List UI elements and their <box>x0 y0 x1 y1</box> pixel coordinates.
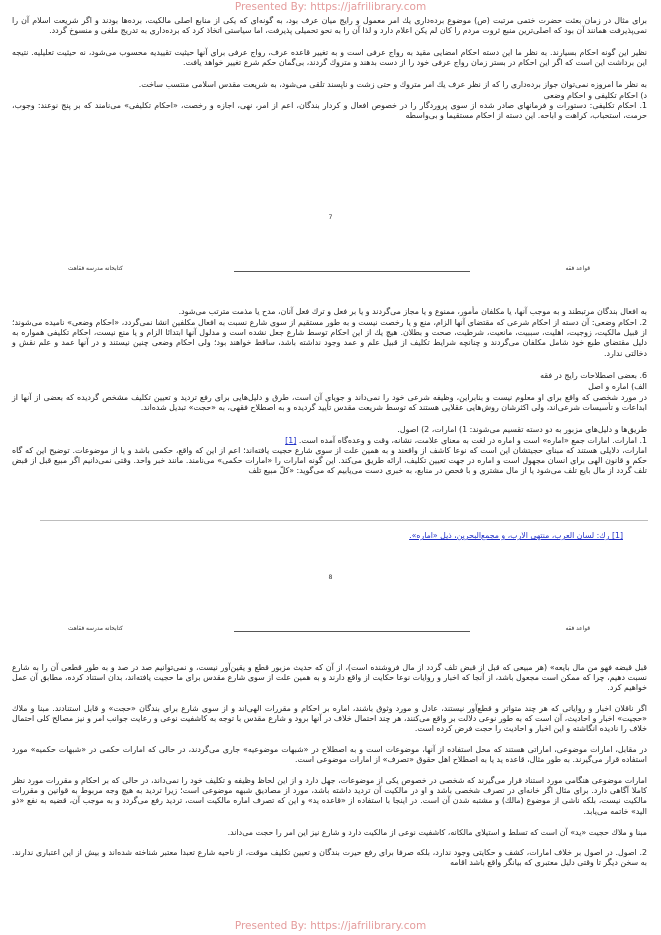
header-library-name: كتابخانه مدرسه فقاهت <box>68 626 123 632</box>
paragraph: امارات موضوعی هنگامی مورد استناد قرار می‌گیرند كه شخصی در خصوص یكی از موضوعات، جهل دارد و از این لحاظ وظیفه و تكلیف خود را نمی‌داند، در حالی كه بر احكام و مقررات مورد نظر كاملا آگاهی دارد. برای مثال اگر خانه‌ای در تصرف شخصی باشد و او در مالكیت آن تردید داشته باشد، مورد از مصادیق شبهه موضوعی است؛ زیرا تردید به هیچ وجه مربوط به قوانین و مقررات مالكیت نیست، بلكه ناشی از موضوع (مالك) و مشتبه شدن آن است. در اینجا با استفاده از «قاعده ید» و این كه تصرف اماره مالكیت است، تردید رفع می‌گردد و به موجب آن، قضیه به نفع «ذو الید» خاتمه می‌یابد. <box>12 776 647 816</box>
page-header <box>0 626 661 638</box>
footnote-link[interactable]: [1] رك: لسان العرب، منتهی الارب، و مجمع‌البحرین، ذیل «اماره». <box>409 531 623 540</box>
paragraph: قبل قبضه فهو من مال بایعه» (هر مبیعی كه قبل از قبض تلف گردد از مال فروشنده است)، از آن كه حدیث مزبور قطع و یقین‌آور نیست، و نمی‌توانیم صد در صد و به طور قطعی آن را به شارع نسبت دهیم، چرا كه ممكن است مجعول باشد، از آنجا كه اخبار و روایات نوعا حكایت از واقع دارند و به همین علت از سوی شارع مقدس برای ما حجیت یافته‌اند، بدان استناد كرده، مطابق آن عمل خواهیم كرد. <box>12 663 647 693</box>
paragraph: 1. احكام تكلیفی: دستورات و فرمانهای صادر شده از سوی پروردگار را در خصوص افعال و كردار بندگان، اعم از امر، نهی، اجازه و رخصت، «احكام تكلیفی» می‌نامند كه بر پنج نوعند: وجوب، حرمت، استحباب، كراهت و اباحه. این دسته از احكام مستقیما و بی‌واسطه <box>12 101 647 121</box>
paragraph: طریق‌ها و دلیل‌های مزبور به دو دسته تقسیم می‌شوند: 1) امارات، 2) اصول. <box>397 425 647 434</box>
footnote-separator <box>40 520 648 521</box>
paragraph <box>12 436 647 446</box>
footnote <box>12 531 623 541</box>
header-divider <box>234 271 470 272</box>
paragraph: در مقابل، امارات موضوعی، اماراتی هستند كه محل استفاده از آنها، موضوعات است و به اصطلاح در «شبهات موضوعیه» جاری می‌گردند، در حالی كه امارات حكمی در «شبهات حكمیه» مورد استفاده قرار می‌گیرند. به طور مثال، قاعده ید یا به اصطلاح اهل حقوق «تصرف» از امارات موضوعی است. <box>12 745 647 765</box>
header-book-title: قواعد فقه <box>565 626 590 632</box>
watermark-bottom: Presented By: https://jafrilibrary.com <box>234 920 427 932</box>
header-divider <box>234 631 470 632</box>
paragraph: 2. اصول. در اصول بر خلاف امارات، كشف و حكایتی وجود ندارد، بلكه صرفا برای رفع حیرت بندگان و تعیین تكلیف موقت، از ناحیه شارع تعبدا معتبر شناخته شده‌اند و بیش از این اعتباری ندارند. به سخن دیگر تا وقتی دلیل معتبری كه بیانگر واقع باشد اقامه <box>12 848 647 868</box>
footnote-ref-link[interactable]: [1] <box>285 436 297 445</box>
paragraph: برای مثال در زمان بعثت حضرت ختمی مرتبت (ص) موضوع برده‌داری یك امر معمول و رایج میان عرف بود، به گونه‌ای كه یكی از منابع اصلی مالكیت، برده‌ها بودند و اگر شریعت اسلام آن را نمی‌پذیرفت همانند آن بود كه اصلی‌ترین منبع ثروت مردم را كان لم یكن اعلام دارد و لذا آن را به نحو تحمیلی پذیرفت، اما سیاستی اتخاذ كرد كه برده‌داری به تدریج ملغی و منسوخ گردد. <box>12 16 647 36</box>
watermark-top: Presented By: https://jafrilibrary.com <box>234 1 427 13</box>
paragraph: اگر ناقلان اخبار و روایاتی كه هر چند متواتر و قطع‌آور نیستند، عادل و مورد وثوق باشند، اماره بر احكام و مقررات الهی‌اند و از سوی شارع برای بندگان «حجت» و قابل استنادند. مبنا و ملاك «حجیت» اخبار و احادیث، آن است كه به طور نوعی دلالت بر واقع می‌كنند، هر چند احتمال خلاف در آنها برود و شارع مقدس با توجه به كاشفیت نوعی و رعایت جوانب امر و نیز مصالح كلی احتمال خلاف را نادیده انگاشته و این اخبار و احادیث را حجت فرض كرده است. <box>12 704 647 734</box>
paragraph-text: 1. امارات. امارات جمع «اماره» است و اماره در لغت به معنای علامت، نشانه، وقت و وعده‌گاه آمده است. <box>298 436 647 445</box>
section-heading: د) احكام تكلیفی و احكام وضعی <box>543 91 647 100</box>
page-number: 7 <box>328 214 333 221</box>
paragraph: به نظر ما امروزه نمی‌توان جواز برده‌داری را كه از نظر عرف یك امر متروك و حتی زشت و ناپسند تلقی می‌شود، به شریعت مقدس اسلامی منتسب ساخت. <box>138 80 647 89</box>
section-heading: 6. بعضی اصطلاحات رایج در فقه <box>540 371 647 380</box>
page-number: 8 <box>328 574 333 581</box>
section-heading: الف) اماره و اصل <box>588 382 647 391</box>
paragraph: به افعال بندگان مرتبطند و به موجب آنها، یا مكلفان مأمور، ممنوع و یا مجاز می‌گردند و یا بر فعل و ترك فعل آنان، مدح یا مذمت مترتب می‌شود. <box>178 307 647 316</box>
paragraph: 2. احكام وضعی: آن دسته از احكام شرعی كه مقتضای آنها الزام، منع و یا رخصت نیست و به طور مستقیم از سوی شارع نسبت به افعال مكلفین انشا نمی‌گردد، «احكام وضعی» نامیده می‌شوند؛ از قبیل مالكیت، زوجیت، اهلیت، سببیت، مانعیت، شرطیت، صحت و بطلان. هیچ یك از این احكام توسط شارع جعل نشده است و مدلول آنها ابتدائا الزام و یا منع نیست، احكام تكلیفی همواره به دلیل مقتضای طبع خود شامل مكلفان می‌گردند و چنانچه شرایط تكلیف از قبیل علم و عمد وجود نداشته باشد، ساقط خواهند بود؛ ولی احكام وضعی چنین نیستند و در آنها عمد و علم نقش و دخالتی ندارد. <box>12 318 647 358</box>
header-book-title: قواعد فقه <box>565 266 590 272</box>
paragraph: امارات، دلایلی هستند كه مبنای حجیتشان این است كه نوعا كاشف از واقعند و به همین علت از سوی شارع حجیت یافته‌اند؛ اعم از این كه واقع، حكمی باشد و یا از موضوعات. توضیح این كه گاه حكم و قانون الهی برای انسان مجهول است و اماره در جهت تعیین تكلیف، ارائه طریق می‌كند. این گونه امارات را «امارات حكمی» می‌نامند. مانند خبر واحد. وقتی نمی‌دانیم اگر مبیع قبل از قبض تلف گردد از مال بایع تلف می‌شود یا از مال مشتری و با فحص در منابع، به خبری دست می‌یابیم كه می‌گوید: «كلّ مبیع تلف <box>12 446 647 476</box>
paragraph: نظیر این گونه احكام بسیارند. به نظر ما این دسته احكام امضایی مقید به رواج عرفی است و به تغییر قاعده عرف، رواج عرفی برای آنها حیثیت تقییدیه محسوب می‌شود، نه حیثیت تعلیلیه. نتیجه این برداشت این است كه اگر این احكام در بستر زمان رواج عرفی خود را از دست بدهند و متروك گردند، بی‌گمان حكم شرع تغییر خواهد یافت. <box>12 48 647 68</box>
header-library-name: كتابخانه مدرسه فقاهت <box>68 266 123 272</box>
paragraph: مبنا و ملاك حجیت «ید» آن است كه تسلط و استیلای مالكانه، كاشفیت نوعی از مالكیت دارد و شارع نیز این امر را حجت می‌داند. <box>227 828 647 837</box>
paragraph: در مورد شخصی كه واقع برای او معلوم نیست و بنابراین، وظیفه شرعی خود را نمی‌داند و جویای آن است، طرق و دلیل‌هایی برای رفع تردید و تعیین تكلیف مشخص گردیده كه بعضی از آنها از ابداعات و تأسیسات شرعی‌اند، ولی اكثرشان روش‌هایی عقلایی هستند كه توسط شریعت مقدس تأیید گردیده و به اصطلاح فقهی، به «حجت» تبدیل شده‌اند. <box>12 393 647 413</box>
page-header <box>0 266 661 278</box>
